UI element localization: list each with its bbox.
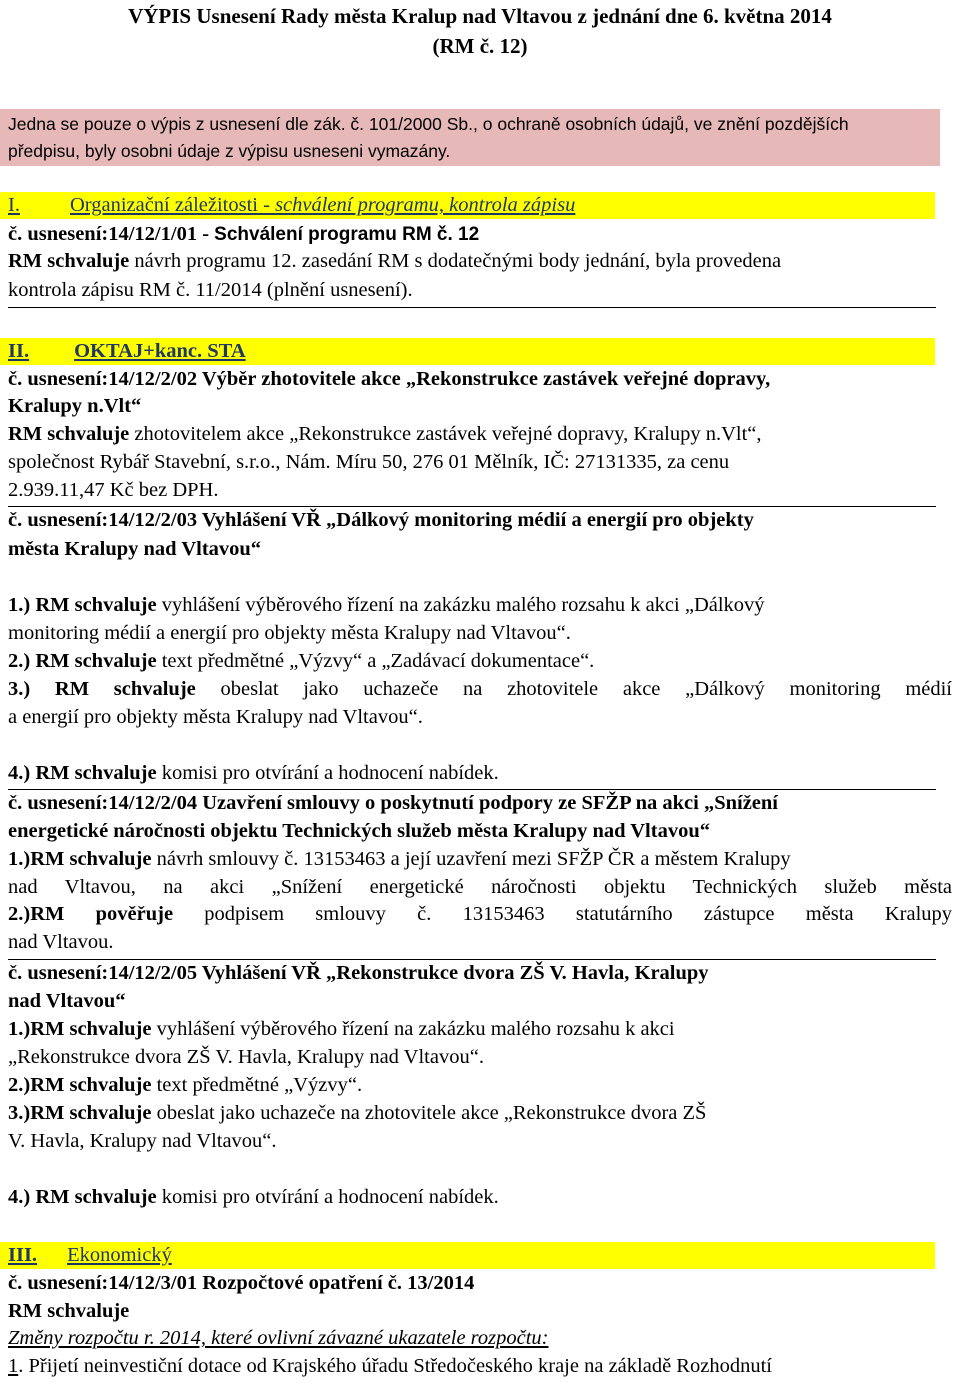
resolution-4-point-1-cont: nad Vltavou, na akci „Snížení energetické náročnosti objektu Technických služeb města <box>8 876 952 898</box>
resolution-3-heading-cont: města Kralupy nad Vltavou“ <box>8 538 262 560</box>
resolution-2-heading <box>8 368 952 392</box>
resolution-6-changes-heading: Změny rozpočtu r. 2014, které ovlivní závazné ukazatele rozpočtu: <box>8 1327 549 1349</box>
section-1-number: I. <box>8 194 20 216</box>
resolution-1-text: návrh programu 12. zasedání RM s dodatečnými body jednání, byla provedena <box>129 250 782 272</box>
point-text: obeslat jako uchazeče na zhotovitele akce „Rekonstrukce dvora ZŠ <box>151 1102 707 1124</box>
point-label: 4.) RM schvaluje <box>8 1186 157 1208</box>
resolution-3-point-1 <box>8 594 952 618</box>
resolution-4-point-1 <box>8 848 952 872</box>
point-text: návrh smlouvy č. 13153463 a její uzavření mezi SFŽP ČR a městem Kralupy <box>151 848 791 870</box>
point-text: komisi pro otvírání a hodnocení nabídek. <box>156 1186 499 1208</box>
resolution-2-text: zhotovitelem akce „Rekonstrukce zastávek veřejné dopravy, Kralupy n.Vlt“, <box>129 423 762 445</box>
resolution-5-subject: Vyhlášení VŘ „Rekonstrukce dvora ZŠ V. Havla, Kralupy <box>201 962 709 984</box>
point-label: 2.)RM schvaluje <box>8 1074 152 1096</box>
resolution-1-verb: RM schvaluje <box>8 250 130 272</box>
resolution-6-verb: RM schvaluje <box>8 1300 130 1322</box>
resolution-1-line-1 <box>8 250 952 274</box>
resolution-3-point-2 <box>8 650 952 674</box>
resolution-6-heading <box>8 1272 952 1296</box>
section-1-title-italic: schválení programu, kontrola zápisu <box>275 194 576 216</box>
section-1-heading <box>8 194 952 218</box>
resolution-4-heading <box>8 792 952 816</box>
resolution-3-point-4 <box>8 762 952 786</box>
resolution-5-point-3-cont: V. Havla, Kralupy nad Vltavou“. <box>8 1130 277 1152</box>
resolution-5-point-3 <box>8 1102 952 1126</box>
section-1-title: Organizační záležitosti - <box>69 194 276 216</box>
document-title: VÝPIS Usnesení Rady města Kralup nad Vltavou z jednání dne 6. května 2014 <box>128 4 832 28</box>
resolution-3-point-3-cont: a energií pro objekty města Kralupy nad Vltavou“. <box>8 706 423 728</box>
resolution-3-heading <box>8 509 952 533</box>
resolution-3-point-1-cont: monitoring médií a energií pro objekty města Kralupy nad Vltavou“. <box>8 622 571 644</box>
item-text: . Přijetí neinvestiční dotace od Krajského úřadu Středočeského kraje na základě Rozhodnutí <box>18 1355 772 1377</box>
resolution-2-line-2: společnost Rybář Stavební, s.r.o., Nám. Míru 50, 276 01 Mělník, IČ: 27131335, za cenu <box>8 451 730 473</box>
resolution-6-line-1 <box>8 1355 952 1379</box>
point-label: 3.)RM schvaluje <box>8 1102 152 1124</box>
privacy-notice-line-2: předpisu, byly osobni údaje z výpisu usneseni vymazány. <box>8 141 451 161</box>
resolution-4-point-2 <box>8 903 952 927</box>
resolution-4-number: č. usnesení:14/12/2/04 <box>8 792 203 814</box>
section-3-heading <box>8 1244 952 1268</box>
resolution-1-heading <box>8 223 952 247</box>
point-label: 1.) RM schvaluje <box>8 594 157 616</box>
section-3-number: III. <box>8 1244 38 1266</box>
divider <box>8 959 936 960</box>
resolution-3-point-3 <box>8 678 952 702</box>
resolution-2-line-1 <box>8 423 952 447</box>
resolution-4-subject: Uzavření smlouvy o poskytnutí podpory ze SFŽP na akci „Snížení <box>202 792 778 814</box>
resolution-1-number: č. usnesení:14/12/1/01 - <box>8 223 215 245</box>
divider <box>8 506 936 507</box>
resolution-5-point-4 <box>8 1186 952 1210</box>
resolution-2-number: č. usnesení:14/12/2/02 <box>8 368 202 390</box>
point-label: 2.)RM pověřuje <box>8 903 174 925</box>
resolution-5-heading <box>8 962 952 986</box>
point-label: 3.) RM schvaluje <box>8 678 196 700</box>
section-2-heading <box>8 340 952 364</box>
divider <box>8 307 936 308</box>
resolution-5-heading-cont: nad Vltavou“ <box>8 990 126 1012</box>
divider <box>8 789 936 790</box>
point-text: podpisem smlouvy č. 13153463 statutárního zástupce města Kralupy <box>173 903 953 925</box>
point-text: text předmětné „Výzvy“. <box>151 1074 363 1096</box>
resolution-4-heading-cont: energetické náročnosti objektu Technických služeb města Kralupy nad Vltavou“ <box>8 820 710 842</box>
resolution-5-number: č. usnesení:14/12/2/05 <box>8 962 202 984</box>
section-2-number: II. <box>8 340 30 362</box>
section-3-title: Ekonomický <box>67 1244 172 1266</box>
resolution-5-point-1 <box>8 1018 952 1042</box>
resolution-4-point-2-cont: nad Vltavou. <box>8 931 114 953</box>
point-label: 1.)RM schvaluje <box>8 1018 152 1040</box>
resolution-5-point-1-cont: „Rekonstrukce dvora ZŠ V. Havla, Kralupy nad Vltavou“. <box>8 1046 484 1068</box>
point-label: 2.) RM schvaluje <box>8 650 157 672</box>
resolution-3-subject: Vyhlášení VŘ „Dálkový monitoring médií a energií pro objekty <box>201 509 754 531</box>
point-text: komisi pro otvírání a hodnocení nabídek. <box>156 762 499 784</box>
document-subtitle: (RM č. 12) <box>432 34 528 58</box>
resolution-1-subject: Schválení programu RM č. 12 <box>214 224 480 245</box>
point-text: obeslat jako uchazeče na zhotovitele akce „Dálkový monitoring médií <box>195 678 953 700</box>
resolution-6-subject: Rozpočtové opatření č. 13/2014 <box>202 1272 475 1294</box>
resolution-6-number: č. usnesení:14/12/3/01 <box>8 1272 203 1294</box>
resolution-2-subject: Výběr zhotovitele akce „Rekonstrukce zastávek veřejné dopravy, <box>201 368 771 390</box>
resolution-3-number: č. usnesení:14/12/2/03 <box>8 509 202 531</box>
privacy-notice-line-1: Jedna se pouze o výpis z usnesení dle zák. č. 101/2000 Sb., o ochraně osobních údajů, ve znění pozdějších <box>8 114 849 134</box>
point-text: vyhlášení výběrového řízení na zakázku malého rozsahu k akci <box>151 1018 675 1040</box>
section-2-title: OKTAJ+kanc. STA <box>74 340 246 362</box>
item-number: 1 <box>8 1355 19 1377</box>
resolution-2-heading-cont: Kralupy n.Vlt“ <box>8 395 142 417</box>
point-text: text předmětné „Výzvy“ a „Zadávací dokumentace“. <box>156 650 595 672</box>
point-text: vyhlášení výběrového řízení na zakázku malého rozsahu k akci „Dálkový <box>156 594 765 616</box>
resolution-2-line-3: 2.939.11,47 Kč bez DPH. <box>8 479 219 501</box>
resolution-1-line-2: kontrola zápisu RM č. 11/2014 (plnění usnesení). <box>8 279 413 301</box>
point-label: 1.)RM schvaluje <box>8 848 152 870</box>
resolution-5-point-2 <box>8 1074 952 1098</box>
resolution-2-verb: RM schvaluje <box>8 423 130 445</box>
point-label: 4.) RM schvaluje <box>8 762 157 784</box>
